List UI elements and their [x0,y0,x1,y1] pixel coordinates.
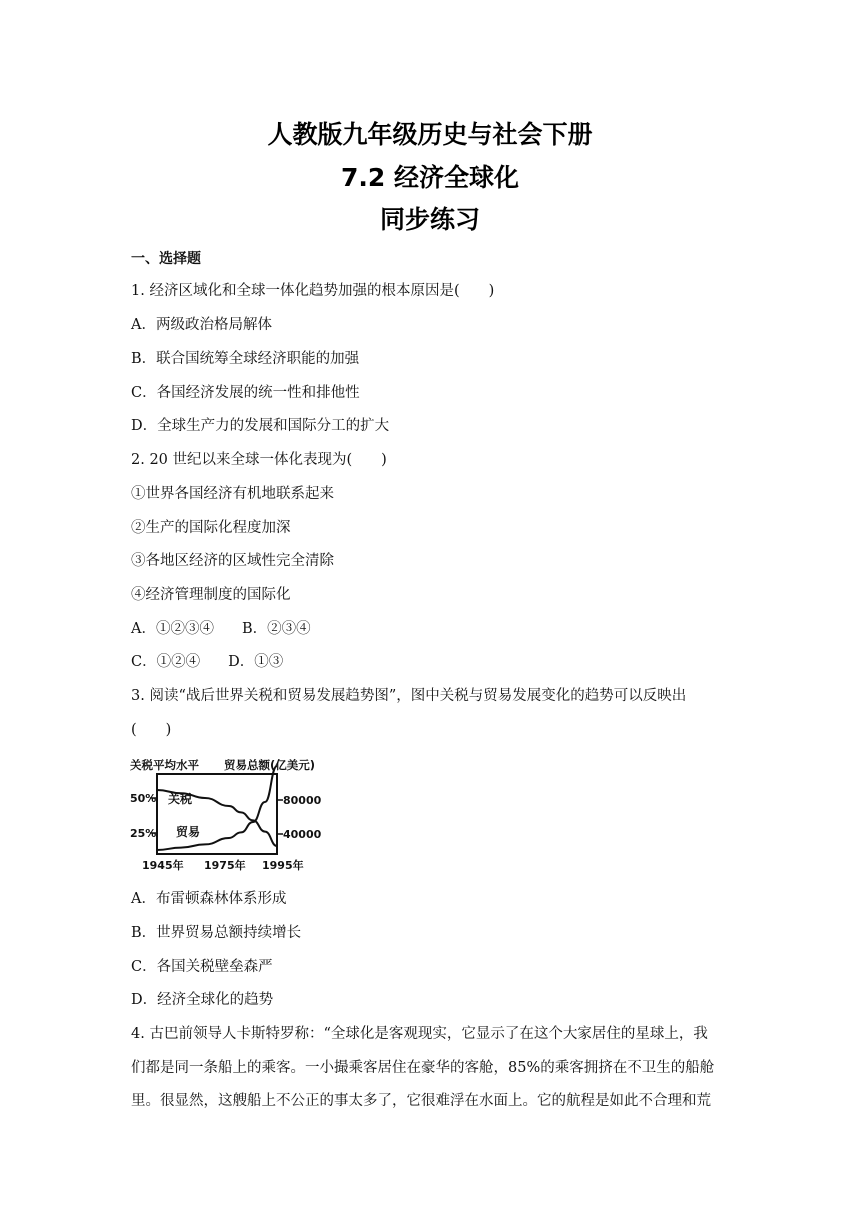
x-tick-1975: 1975年 [204,859,246,872]
left-tick-50: 50% [130,792,157,805]
q2-item-2: ②生产的国际化程度加深 [131,520,291,536]
right-axis-label: 贸易总额(亿美元) [224,758,316,772]
q2-item-1: ①世界各国经济有机地联系起来 [131,486,334,502]
q2-option-b: B．②③④ [241,621,311,637]
q3-stem-paren: ( ) [131,722,172,738]
q2-item-4: ④经济管理制度的国际化 [131,587,291,603]
right-tick-80000: 80000 [283,794,322,807]
q3-option-b: B．世界贸易总额持续增长 [131,925,302,941]
tariff-series-label: 关税 [168,792,193,806]
q1-option-c: C．各国经济发展的统一性和排他性 [131,385,360,401]
q2-options-row-1 [131,619,311,639]
q4-line-3: 里。很显然，这艘船上不公正的事太多了，它很难浮在水面上。它的航程是如此不合理和荒 [131,1093,711,1109]
q1-option-d: D．全球生产力的发展和国际分工的扩大 [131,418,390,434]
right-tick-40000: 40000 [283,828,322,841]
q4-line-2: 们都是同一条船上的乘客。一小撮乘客居住在豪华的客舱，85%的乘客拥挤在不卫生的船舱 [131,1060,715,1076]
trade-series-line [157,766,277,850]
lesson-title: 7.2 经济全球化 [341,163,519,192]
q1-stem: 1. 经济区域化和全球一体化趋势加强的根本原因是( ) [131,283,495,299]
x-tick-1945: 1945年 [142,859,184,872]
document-title: 人教版九年级历史与社会下册 [267,120,593,149]
section-heading: 一、选择题 [131,251,201,267]
trade-series-label: 贸易 [176,825,201,839]
q2-option-d: D．①③ [228,654,284,670]
q2-option-c: C．①②④ [131,654,201,670]
left-tick-25: 25% [130,827,157,840]
q2-options-row-2 [131,652,283,672]
q4-line-1: 4. 古巴前领导人卡斯特罗称：“全球化是客观现实，它显示了在这个大家居住的星球上，我 [131,1026,708,1042]
q1-option-a: A．两级政治格局解体 [131,317,272,333]
tariff-trade-chart [128,756,328,874]
q3-option-d: D．经济全球化的趋势 [131,992,274,1008]
q2-option-a: A．①②③④ [131,621,214,637]
exercise-title: 同步练习 [379,205,480,234]
q3-stem: 3. 阅读“战后世界关税和贸易发展趋势图”，图中关税与贸易发展变化的趋势可以反映出 [131,688,687,704]
q2-item-3: ③各地区经济的区域性完全清除 [131,553,334,569]
q3-option-c: C．各国关税壁垒森严 [131,959,273,975]
q3-option-a: A．布雷顿森林体系形成 [131,891,287,907]
left-axis-label: 关税平均水平 [130,758,199,772]
q1-option-b: B．联合国统筹全球经济职能的加强 [131,351,360,367]
q2-stem: 2. 20 世纪以来全球一体化表现为( ) [131,452,387,468]
x-tick-1995: 1995年 [262,859,304,872]
